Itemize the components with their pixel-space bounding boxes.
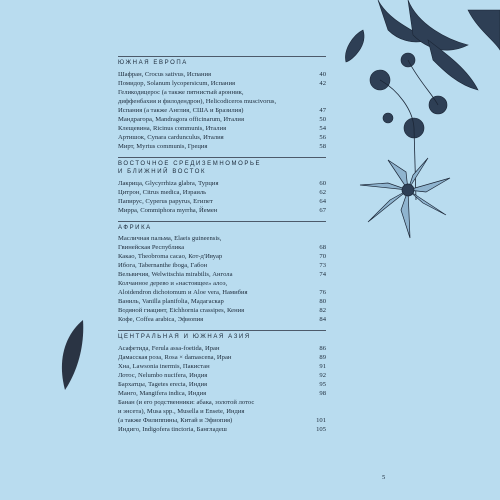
entry-title: Вельвичия, Welwitschia mirabilis, Ангола bbox=[118, 271, 233, 278]
entry-title: Ваниль, Vanilla planifolia, Мадагаскар bbox=[118, 298, 224, 305]
entry-title: Дамасская роза, Rosa × damascena, Иран bbox=[118, 353, 232, 361]
entry-title: Бархатцы, Tagetes erecta, Индия bbox=[118, 380, 208, 388]
toc-entry[interactable] bbox=[118, 106, 326, 115]
toc-section-africa bbox=[118, 221, 326, 325]
toc-entry[interactable] bbox=[118, 79, 326, 88]
entry-page: 40 bbox=[319, 70, 326, 78]
entry-page: 47 bbox=[319, 106, 326, 114]
entry-title: Шафран, Crocus sativus, Испания bbox=[118, 70, 212, 78]
toc-entry[interactable] bbox=[118, 234, 326, 243]
entry-page: 92 bbox=[319, 371, 326, 379]
entry-page: 76 bbox=[319, 289, 326, 296]
dark-leaf-illustration bbox=[55, 320, 85, 390]
toc-entry[interactable] bbox=[118, 389, 326, 398]
toc-entry[interactable] bbox=[118, 416, 326, 425]
entry-page: 58 bbox=[319, 142, 326, 150]
entry-page: 80 bbox=[319, 298, 326, 305]
entry-page: 101 bbox=[316, 416, 326, 424]
entry-page: 70 bbox=[319, 253, 326, 260]
toc-entry[interactable] bbox=[118, 142, 326, 151]
entry-page: 50 bbox=[319, 115, 326, 123]
section-heading: ЮЖНАЯ ЕВРОПА bbox=[118, 60, 188, 66]
toc-entry[interactable] bbox=[118, 88, 326, 106]
entry-title: Водяной гиацинт, Eichhornia crassipes, Кения bbox=[118, 307, 245, 314]
toc-entry[interactable] bbox=[118, 306, 326, 315]
entry-page: 82 bbox=[319, 307, 326, 314]
entry-title: Асафетида, Ferula assa-foetida, Иран bbox=[118, 344, 220, 352]
toc-entry[interactable] bbox=[118, 425, 326, 434]
entry-title: Мандрагора, Mandragora officinarum, Италия bbox=[118, 115, 244, 123]
entry-title: Колчанное дерево и «настоящее» алоэ, bbox=[118, 280, 228, 287]
entry-title: Индиго, Indigofera tinctoria, Бангладеш bbox=[118, 425, 227, 433]
botanical-illustration bbox=[318, 0, 500, 250]
toc-entry[interactable] bbox=[118, 362, 326, 371]
entry-title: Хна, Lawsonia inermis, Пакистан bbox=[118, 362, 210, 370]
entry-title: Масличная пальма, Elaeis guineensis, bbox=[118, 235, 222, 242]
entry-title: Банан (и его родственники: абака, золотой лотос и энсета), Musa spp., Musella и Ensete, Индия bbox=[118, 398, 255, 415]
entry-title: Цитрон, Citrus medica, Израиль bbox=[118, 188, 207, 196]
entry-title: Артишок, Cynara cardunculus, Италия bbox=[118, 133, 224, 141]
toc-entry[interactable] bbox=[118, 252, 326, 261]
toc-entry[interactable] bbox=[118, 70, 326, 79]
entry-title: Помидор, Solanum lycopersicum, Испания bbox=[118, 79, 236, 87]
entry-title: Какао, Theobroma cacao, Кот-д'Ивуар bbox=[118, 253, 223, 260]
toc-entry[interactable] bbox=[118, 371, 326, 380]
toc-section-central-south-asia bbox=[118, 330, 326, 434]
entry-page: 86 bbox=[319, 344, 326, 352]
entry-title: Лакрица, Glycyrrhiza glabra, Турция bbox=[118, 179, 219, 187]
section-heading: ЦЕНТРАЛЬНАЯ И ЮЖНАЯ АЗИЯ bbox=[118, 334, 251, 340]
toc-entry[interactable] bbox=[118, 243, 326, 252]
entry-page: 62 bbox=[319, 188, 326, 196]
toc-entry[interactable] bbox=[118, 315, 326, 324]
entry-title: Лотос, Nelumbo nucifera, Индия bbox=[118, 371, 208, 379]
entry-page: 54 bbox=[319, 124, 326, 132]
toc-entry[interactable] bbox=[118, 270, 326, 279]
entry-page: 68 bbox=[319, 244, 326, 251]
entry-title: Мирт, Myrtus communis, Греция bbox=[118, 142, 208, 150]
entry-page: 42 bbox=[319, 79, 326, 87]
entry-page: 56 bbox=[319, 133, 326, 141]
toc-entry[interactable] bbox=[118, 179, 326, 188]
entry-page: 73 bbox=[319, 262, 326, 269]
toc-entry[interactable] bbox=[118, 344, 326, 353]
toc-entry[interactable] bbox=[118, 261, 326, 270]
toc-entry[interactable] bbox=[118, 288, 326, 297]
section-heading: ВОСТОЧНОЕ СРЕДИЗЕМНОМОРЬЕ И БЛИЖНИЙ ВОСТОК bbox=[118, 160, 262, 175]
entry-page: 98 bbox=[319, 389, 326, 397]
entry-page: 84 bbox=[319, 316, 326, 323]
entry-page: 89 bbox=[319, 353, 326, 361]
toc-entry[interactable] bbox=[118, 353, 326, 362]
toc-entry[interactable] bbox=[118, 197, 326, 206]
toc-entry[interactable] bbox=[118, 380, 326, 389]
entry-page: 105 bbox=[316, 425, 326, 433]
entry-title: Гвинейская Республика bbox=[118, 244, 185, 251]
toc-entry[interactable] bbox=[118, 206, 326, 215]
entry-title: Испания (а также Англия, США и Бразилия) bbox=[118, 106, 244, 114]
entry-title: Геликодицерос (а также пятнистый аронник, диффенбахия и филодендрон), Helicodiceros muscivorus, bbox=[118, 88, 277, 105]
entry-title: Кофе, Coffea arabica, Эфиопия bbox=[118, 316, 204, 323]
entry-title: Манго, Mangifera indica, Индия bbox=[118, 389, 207, 397]
entry-page: 67 bbox=[319, 206, 326, 214]
page-number: 5 bbox=[382, 474, 386, 481]
toc-entry[interactable] bbox=[118, 398, 326, 416]
toc-entry[interactable] bbox=[118, 133, 326, 142]
entry-title: Папирус, Cyperus papyrus, Египет bbox=[118, 197, 213, 205]
entry-page: 60 bbox=[319, 179, 326, 187]
entry-title: Aloidendron dichotomum и Aloe vera, Намибия bbox=[118, 289, 248, 296]
toc-entry[interactable] bbox=[118, 115, 326, 124]
entry-page: 74 bbox=[319, 271, 326, 278]
toc-entry[interactable] bbox=[118, 279, 326, 288]
entry-title: Мирра, Commiphora myrrha, Йемен bbox=[118, 206, 218, 214]
table-of-contents bbox=[118, 56, 326, 434]
section-heading: АФРИКА bbox=[118, 224, 152, 231]
toc-entry[interactable] bbox=[118, 188, 326, 197]
toc-entry[interactable] bbox=[118, 297, 326, 306]
toc-entry[interactable] bbox=[118, 124, 326, 133]
toc-section-south-europe bbox=[118, 56, 326, 151]
toc-section-east-mediterranean bbox=[118, 157, 326, 215]
entry-page: 95 bbox=[319, 380, 326, 388]
entry-title: Ибога, Tabernanthe iboga, Габон bbox=[118, 262, 208, 269]
entry-page: 91 bbox=[319, 362, 326, 370]
entry-title: Клещевина, Ricinus communis, Италия bbox=[118, 124, 227, 132]
entry-page: 64 bbox=[319, 197, 326, 205]
entry-title: (а также Филиппины, Китай и Эфиопия) bbox=[118, 416, 233, 424]
